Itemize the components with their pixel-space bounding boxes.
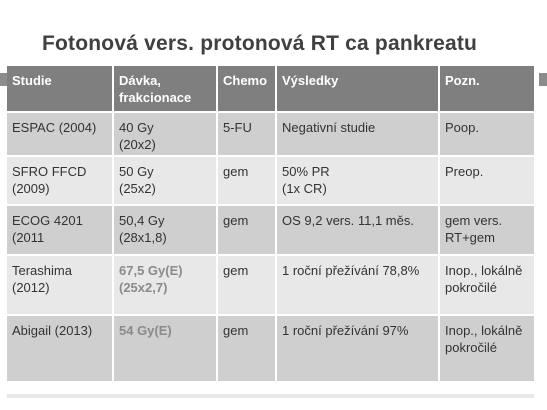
cell-study [7, 255, 113, 315]
cell-chemo [217, 156, 276, 205]
left-accent-bar [0, 73, 7, 86]
cell-line: RT+gem [445, 230, 495, 245]
cell-line: (2012) [12, 280, 50, 295]
table-row [7, 156, 534, 205]
cell-line: pokročilé [445, 280, 498, 295]
cell-results [276, 112, 439, 156]
cell-chemo [217, 205, 276, 255]
cell-note [439, 112, 534, 156]
cell-line: ECOG 4201 [12, 213, 83, 228]
cell-line: Poop. [445, 120, 479, 135]
cell-line-highlight: (25x2,7) [119, 280, 168, 295]
cell-line: 50 Gy [119, 164, 154, 179]
cell-line: Inop., lokálně [445, 323, 523, 338]
header-line: Chemo [223, 73, 268, 88]
cell-chemo [217, 255, 276, 315]
cell-line: Terashima [12, 263, 72, 278]
cell-line: ESPAC (2004) [12, 120, 97, 135]
cell-line: Inop., lokálně [445, 263, 523, 278]
cell-line: (20x2) [119, 137, 156, 152]
cell-line: Preop. [445, 164, 484, 179]
table-row [7, 315, 534, 381]
cell-line: pokročilé [445, 340, 498, 355]
cell-note [439, 156, 534, 205]
cell-line-highlight: 54 Gy(E) [119, 323, 172, 338]
cell-dose [113, 112, 217, 156]
cell-note [439, 205, 534, 255]
slide-title: Fotonová vers. protonová RT ca pankreatu [42, 32, 478, 55]
cell-line: gem [223, 213, 249, 228]
cell-line: (2009) [12, 181, 50, 196]
cell-study [7, 205, 113, 255]
cell-chemo [217, 112, 276, 156]
cell-note [439, 315, 534, 381]
table-bottom-bar [7, 394, 534, 398]
cell-study [7, 156, 113, 205]
cell-dose [113, 156, 217, 205]
cell-dose [113, 315, 217, 381]
table-row [7, 205, 534, 255]
cell-results [276, 156, 439, 205]
cell-dose [113, 205, 217, 255]
header-line: Výsledky [282, 73, 339, 88]
study-table [7, 66, 534, 381]
cell-dose [113, 255, 217, 315]
header-note [439, 66, 534, 112]
table-row [7, 255, 534, 315]
cell-line: gem [223, 164, 249, 179]
cell-line: 50,4 Gy [119, 213, 165, 228]
right-accent-bar [539, 73, 547, 86]
cell-line-highlight: 67,5 Gy(E) [119, 263, 183, 278]
cell-study [7, 315, 113, 381]
cell-results [276, 315, 439, 381]
header-line: Dávka, [119, 73, 161, 88]
table-header-row [7, 66, 534, 112]
cell-line: 50% PR [282, 164, 330, 179]
header-line: Studie [12, 73, 52, 88]
cell-line: 40 Gy [119, 120, 154, 135]
cell-line: 5-FU [223, 120, 252, 135]
cell-line: SFRO FFCD [12, 164, 87, 179]
cell-line: 1 roční přežívání 97% [282, 323, 409, 338]
cell-chemo [217, 315, 276, 381]
cell-line: (2011 [12, 230, 45, 245]
cell-line: Negativní studie [282, 120, 376, 135]
cell-line: OS 9,2 vers. 11,1 měs. [282, 213, 414, 228]
cell-line: (1x CR) [282, 181, 327, 196]
header-results [276, 66, 439, 112]
cell-study [7, 112, 113, 156]
header-chemo [217, 66, 276, 112]
header-line: Pozn. [445, 73, 480, 88]
cell-line: (28x1,8) [119, 230, 167, 245]
header-dose [113, 66, 217, 112]
header-study [7, 66, 113, 112]
table-row [7, 112, 534, 156]
cell-results [276, 255, 439, 315]
cell-line: (25x2) [119, 181, 156, 196]
cell-line: gem vers. [445, 213, 503, 228]
cell-line: Abigail (2013) [12, 323, 93, 338]
cell-note [439, 255, 534, 315]
header-line: frakcionace [119, 90, 192, 105]
cell-line: gem [223, 263, 249, 278]
cell-results [276, 205, 439, 255]
cell-line: gem [223, 323, 249, 338]
cell-line: 1 roční přežívání 78,8% [282, 263, 420, 278]
